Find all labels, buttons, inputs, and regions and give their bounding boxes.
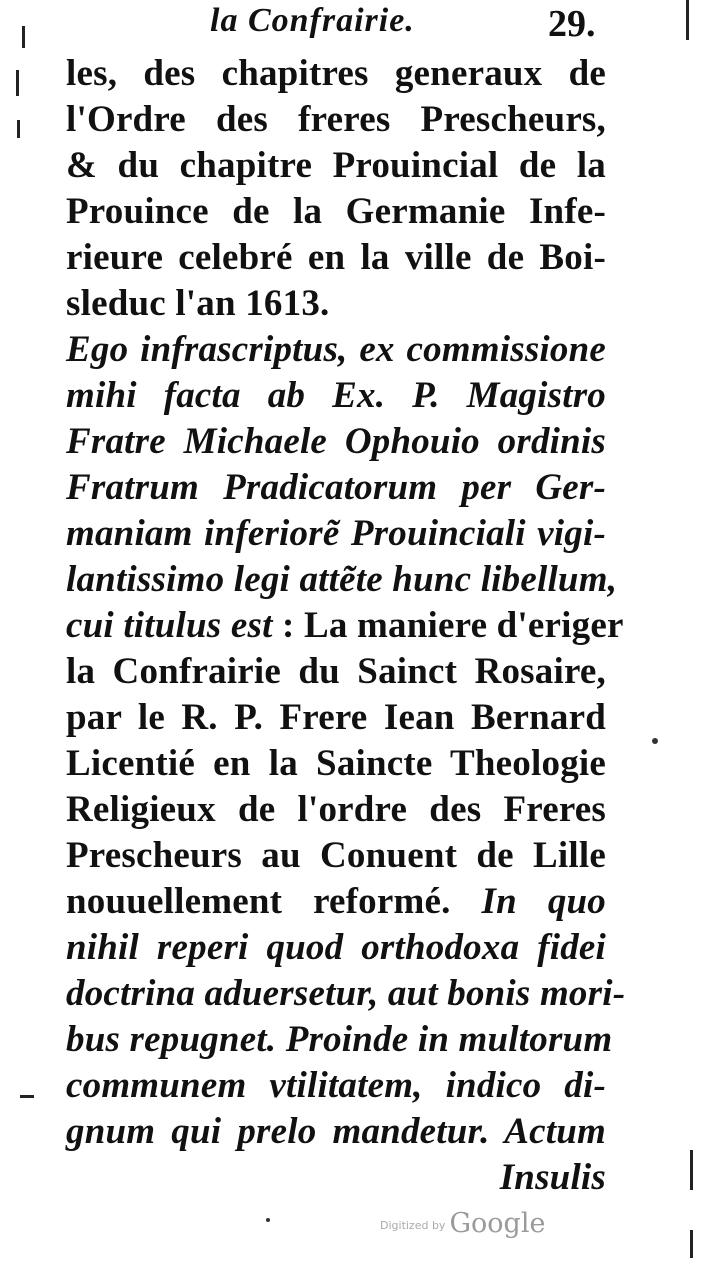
text-line: nihil reperi quod orthodoxa fidei xyxy=(66,927,606,968)
text-line: Ego infrascriptus, ex commissione xyxy=(66,329,606,370)
text-line: Prescheurs au Conuent de Lille xyxy=(66,835,606,876)
text-line: Prouince de la Germanie Infe- xyxy=(66,191,606,232)
margin-mark xyxy=(690,1230,693,1258)
digitized-by-footer xyxy=(380,1208,545,1239)
page-number: 29. xyxy=(548,3,596,45)
margin-mark xyxy=(686,0,689,40)
margin-mark xyxy=(16,70,19,96)
text-segment-italic: cui titulus est xyxy=(66,605,273,646)
text-line: doctrina aduersetur, aut bonis mori- xyxy=(66,973,626,1014)
google-logo: Google xyxy=(449,1208,546,1239)
margin-mark xyxy=(690,1150,693,1190)
text-line: rieure celebré en la ville de Boi- xyxy=(66,237,606,278)
text-line: lantissimo legi attẽte hunc libellum, xyxy=(66,559,618,600)
text-line: mihi facta ab Ex. P. Magistro xyxy=(66,375,606,416)
text-line: communem vtilitatem, indico di- xyxy=(66,1065,606,1106)
text-line: maniam inferiorẽ Prouinciali vigi- xyxy=(66,513,606,554)
margin-mark xyxy=(17,120,20,138)
text-line: par le R. P. Frere Iean Bernard xyxy=(66,697,606,738)
margin-mark xyxy=(20,1095,34,1098)
text-line: sleduc l'an 1613. xyxy=(66,283,330,324)
text-line: Licentié en la Saincte Theologie xyxy=(66,743,606,784)
text-line: la Confrairie du Sainct Rosaire, xyxy=(66,651,606,692)
text-line: Fratrum Pradicatorum per Ger- xyxy=(66,467,606,508)
ink-speck xyxy=(266,1218,270,1222)
text-segment-roman: : La maniere d'eriger xyxy=(282,605,624,646)
margin-mark xyxy=(22,26,25,48)
digitized-label: Digitized by xyxy=(380,1219,446,1232)
text-line: & du chapitre Prouincial de la xyxy=(66,145,606,186)
ink-speck xyxy=(652,738,658,744)
running-title: la Confrairie. xyxy=(210,2,415,39)
text-segment-roman: nouuellement reformé. xyxy=(66,881,451,922)
catchword: Insulis xyxy=(499,1157,606,1198)
text-line: Fratre Michaele Ophouio ordinis xyxy=(66,421,606,462)
text-line: Religieux de l'ordre des Freres xyxy=(66,789,606,830)
text-line: l'Ordre des freres Prescheurs, xyxy=(66,99,606,140)
text-line: les, des chapitres generaux de xyxy=(66,53,606,94)
text-line-mixed xyxy=(66,604,624,648)
text-line-mixed xyxy=(66,880,606,924)
text-line: gnum qui prelo mandetur. Actum xyxy=(66,1111,606,1152)
text-line: bus repugnet. Proinde in multorum xyxy=(66,1019,613,1060)
text-segment-italic: In quo xyxy=(481,881,606,922)
